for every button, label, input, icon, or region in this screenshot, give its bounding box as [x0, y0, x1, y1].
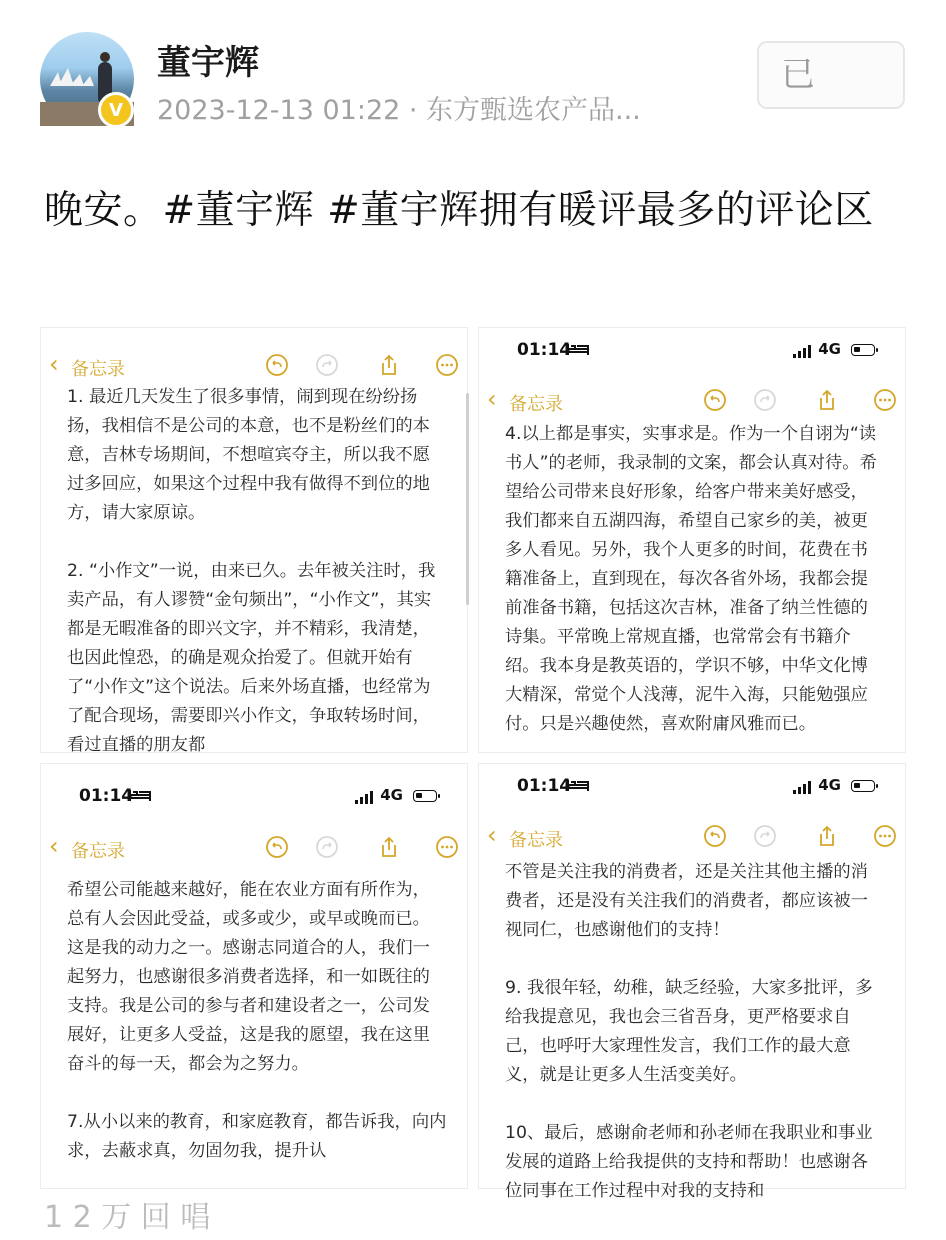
note-body-text: 不管是关注我的消费者，还是关注其他主播的消费者，还是没有关注我们的消费者，都应该被一视同仁，也感谢他们的支持！ 9. 我很年轻，幼稚，缺乏经验，大家多批评，多给我提意见，我也会三省吾身，更严格要求自己，也呼吁大家理性发言，我们工作的最大意义，就是让更多人生活变美好。 10、最后，感谢俞老师和孙老师在我职业和事业发展的道路上给我提供的支持和帮助！也感谢各位同事在工作过程中对我的支持和: [505, 862, 873, 1201]
post-meta: 2023-12-13 01:22 · 东方甄选农产品...: [157, 95, 641, 126]
back-label[interactable]: 备忘录: [71, 841, 125, 862]
note-screenshot-4[interactable]: [478, 763, 906, 1201]
undo-icon[interactable]: [703, 824, 727, 848]
bottom-peek-text: 1 2 万 回 唱: [44, 1200, 211, 1235]
status-bar: [79, 786, 439, 812]
note-body-text: 1. 最近几天发生了很多事情，闹到现在纷纷扬扬，我相信不是公司的本意，也不是粉丝们的本意，吉林专场期间，不想喧宾夺主，所以我不愿过多回应，如果这个过程中我有做得不到位的地方，请大家原谅。 2. “小作文”一说，由来已久。去年被关注时，我卖产品，有人谬赞“金句频出”，“小作文”，其实都是无暇准备的即兴文字，并不精彩，我清楚，也因此惶恐，的确是观众抬爱了。但就开始有了“小作文”这个说法。后来外场直播，也经常为了配合现场，需要即兴小作文，争取转场时间，看过直播的朋友都: [67, 387, 436, 755]
redo-icon[interactable]: [315, 835, 339, 859]
undo-icon[interactable]: [265, 353, 289, 377]
back-chevron-icon[interactable]: ‹: [487, 385, 497, 413]
verified-badge-icon: V: [98, 92, 134, 128]
back-label[interactable]: 备忘录: [509, 394, 563, 415]
share-icon[interactable]: [377, 353, 401, 377]
network-label: 4G: [380, 786, 403, 804]
notes-toolbar: [49, 832, 459, 866]
bed-icon: [567, 342, 589, 356]
post-text: 晚安。#董宇辉 #董宇辉拥有暖评最多的评论区: [44, 188, 874, 233]
redo-icon[interactable]: [753, 388, 777, 412]
back-label[interactable]: 备忘录: [71, 359, 125, 380]
follow-button[interactable]: 已: [757, 41, 905, 109]
note-body-text: 希望公司能越来越好，能在农业方面有所作为，总有人会因此受益，或多或少，或早或晚而已。这是我的动力之一。感谢志同道合的人，我们一起努力，也感谢很多消费者选择，和一如既往的支持。我是公司的参与者和建设者之一，公司发展好，让更多人受益，这是我的愿望，我在这里奋斗的每一天，都会为之努力。 7.从小以来的教育，和家庭教育，都告诉我，向内求，去蔽求真，勿固勿我，提升认: [67, 880, 447, 1161]
more-icon[interactable]: [435, 835, 459, 859]
more-icon[interactable]: [435, 353, 459, 377]
status-time: 01:14: [79, 786, 134, 806]
back-label[interactable]: 备忘录: [509, 830, 563, 851]
redo-icon[interactable]: [315, 353, 339, 377]
status-time: 01:14: [517, 340, 572, 360]
network-label: 4G: [818, 340, 841, 358]
back-chevron-icon[interactable]: ‹: [49, 350, 59, 378]
status-bar: [517, 776, 877, 802]
battery-icon: [413, 790, 437, 802]
bed-icon: [129, 788, 151, 802]
note-body-text: 4.以上都是事实，实事求是。作为一个自诩为“读书人”的老师，我录制的文案，都会认真对待。希望给公司带来良好形象，给客户带来美好感受，我们都来自五湖四海，希望自己家乡的美，被更多人看见。另外，我个人更多的时间，花费在书籍准备上，直到现在，每次各省外场，我都会提前准备书籍，包括这次吉林，准备了纳兰性德的诗集。平常晚上常规直播，也常常会有书籍介绍。我本身是教英语的，学识不够，中华文化博大精深，常觉个人浅薄，泥牛入海，只能勉强应付。只是兴趣使然，喜欢附庸风雅而已。: [505, 424, 877, 734]
share-icon[interactable]: [377, 835, 401, 859]
post-header: [0, 0, 946, 150]
status-time: 01:14: [517, 776, 572, 796]
scrollbar[interactable]: [466, 393, 469, 605]
back-chevron-icon[interactable]: ‹: [487, 821, 497, 849]
notes-toolbar: [49, 350, 459, 384]
battery-icon: [851, 780, 875, 792]
notes-toolbar: [487, 821, 897, 855]
signal-icon: [355, 791, 375, 804]
bed-icon: [567, 778, 589, 792]
opera-house-icon: [48, 66, 96, 86]
more-icon[interactable]: [873, 388, 897, 412]
note-screenshot-1[interactable]: [40, 327, 468, 753]
note-screenshot-2[interactable]: [478, 327, 906, 753]
undo-icon[interactable]: [265, 835, 289, 859]
share-icon[interactable]: [815, 388, 839, 412]
share-icon[interactable]: [815, 824, 839, 848]
note-screenshot-3[interactable]: [40, 763, 468, 1189]
author-name[interactable]: 董宇辉: [157, 43, 259, 83]
network-label: 4G: [818, 776, 841, 794]
more-icon[interactable]: [873, 824, 897, 848]
back-chevron-icon[interactable]: ‹: [49, 832, 59, 860]
signal-icon: [793, 345, 813, 358]
signal-icon: [793, 781, 813, 794]
battery-icon: [851, 344, 875, 356]
status-bar: [517, 340, 877, 366]
notes-toolbar: [487, 385, 897, 419]
undo-icon[interactable]: [703, 388, 727, 412]
redo-icon[interactable]: [753, 824, 777, 848]
